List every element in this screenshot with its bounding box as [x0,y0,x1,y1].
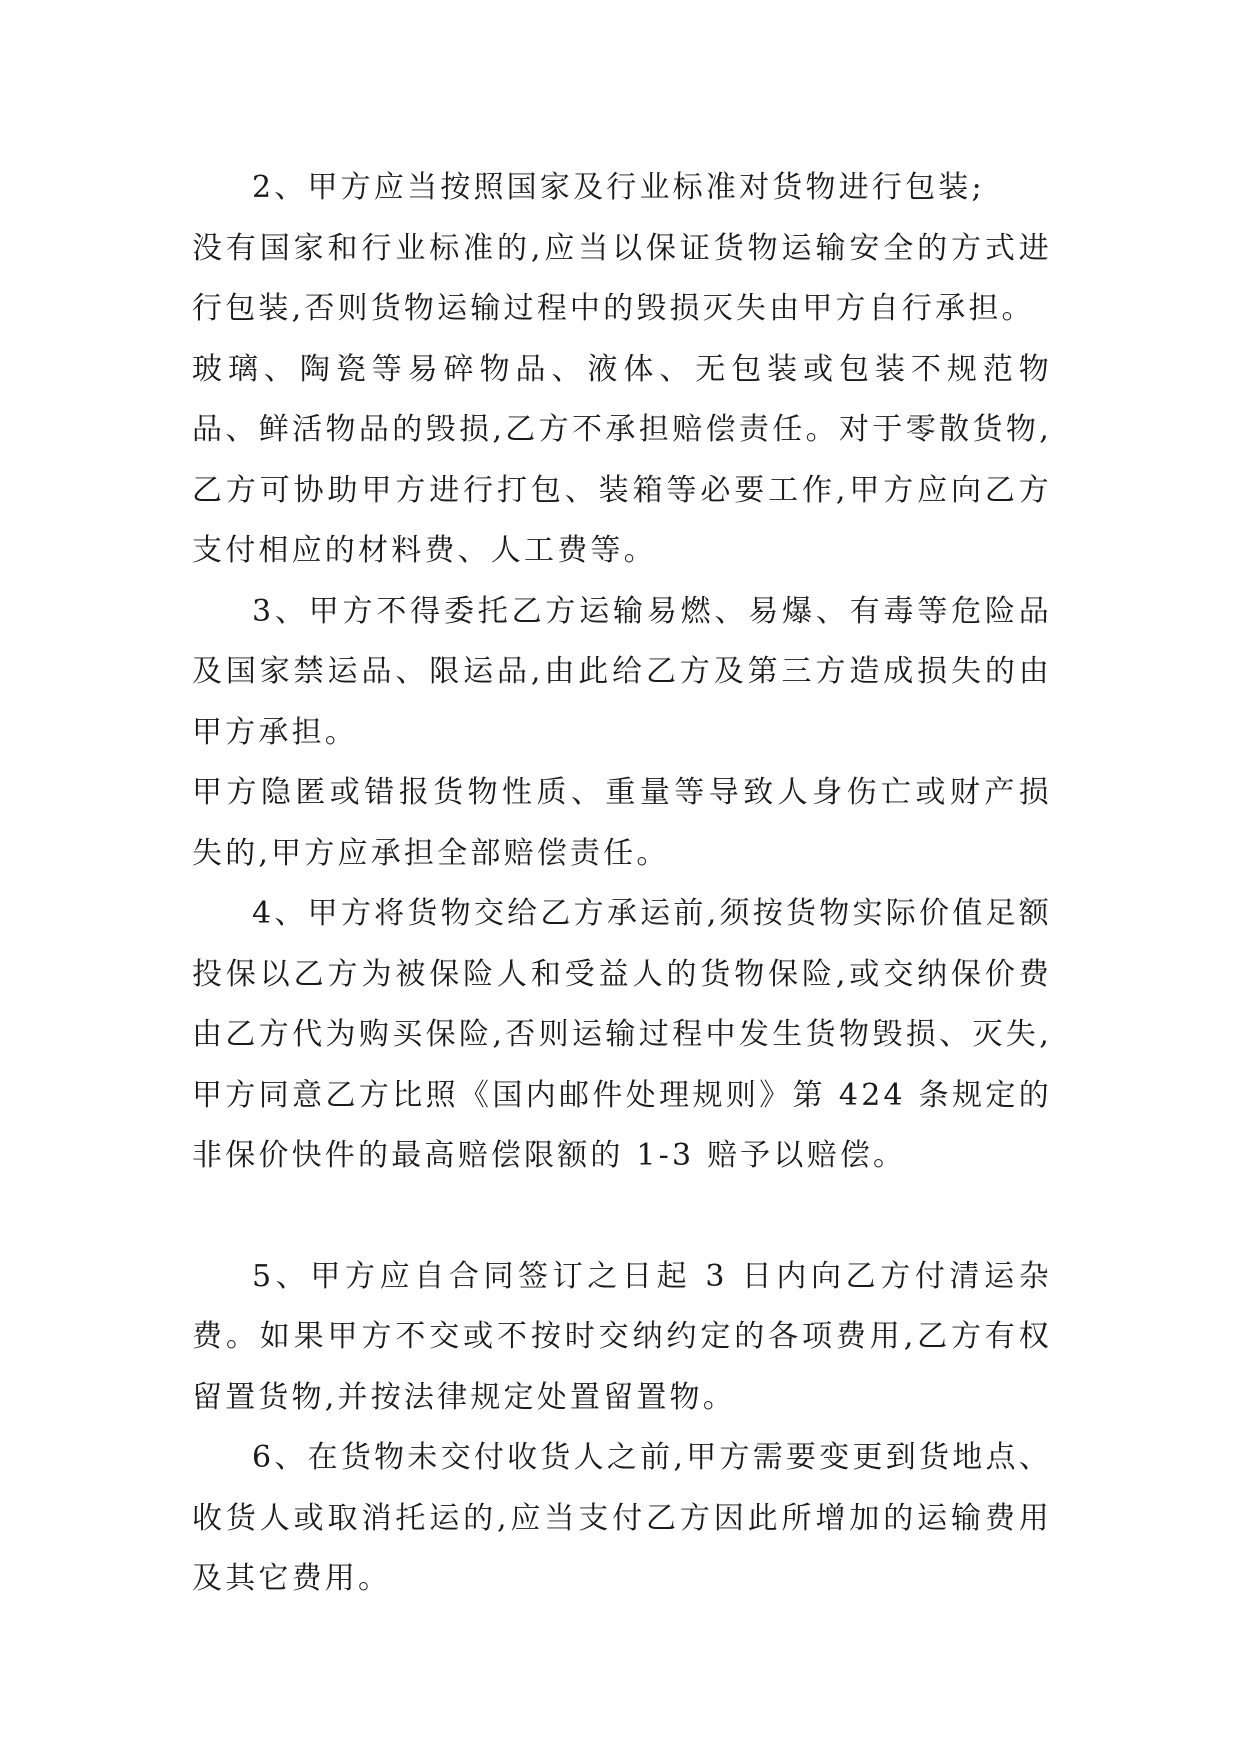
clause-2-fragile-goods: 玻璃、陶瓷等易碎物品、液体、无包装或包装不规范物品、鲜活物品的毁损,乙方不承担赔偿责任。对于零散货物,乙方可协助甲方进行打包、装箱等必要工作,甲方应向乙方支付相应的材料费、人工费等。 [192,351,1052,568]
paragraph-gap [192,1187,1052,1247]
clause-5-payment: 5、甲方应自合同签订之日起 3 日内向乙方付清运杂费。如果甲方不交或不按时交纳约定的各项费用,乙方有权留置货物,并按法律规定处置留置物。 [192,1258,1052,1415]
document-body [192,158,1052,1610]
clause-3-concealment: 甲方隐匿或错报货物性质、重量等导致人身伤亡或财产损失的,甲方应承担全部赔偿责任。 [192,775,1052,871]
clause-2-no-standard: 没有国家和行业标准的,应当以保证货物运输安全的方式进行包装,否则货物运输过程中的毁损灭失由甲方自行承担。 [192,230,1052,326]
clause-6-changes: 6、在货物未交付收货人之前,甲方需要变更到货地点、收货人或取消托运的,应当支付乙方因此所增加的运输费用及其它费用。 [192,1440,1052,1596]
clause-4-insurance: 4、甲方将货物交给乙方承运前,须按货物实际价值足额投保以乙方为被保险人和受益人的货物保险,或交纳保价费由乙方代为购买保险,否则运输过程中发生货物毁损、灭失,甲方同意乙方比照《国内邮件处理规则》第 424 条规定的非保价快件的最高赔偿限额的 1-3 赔予以赔偿。 [192,896,1052,1173]
clause-2-packaging: 2、甲方应当按照国家及行业标准对货物进行包装; [252,170,985,205]
clause-3-dangerous-goods: 3、甲方不得委托乙方运输易燃、易爆、有毒等危险品及国家禁运品、限运品,由此给乙方及第三方造成损失的由甲方承担。 [192,593,1052,750]
